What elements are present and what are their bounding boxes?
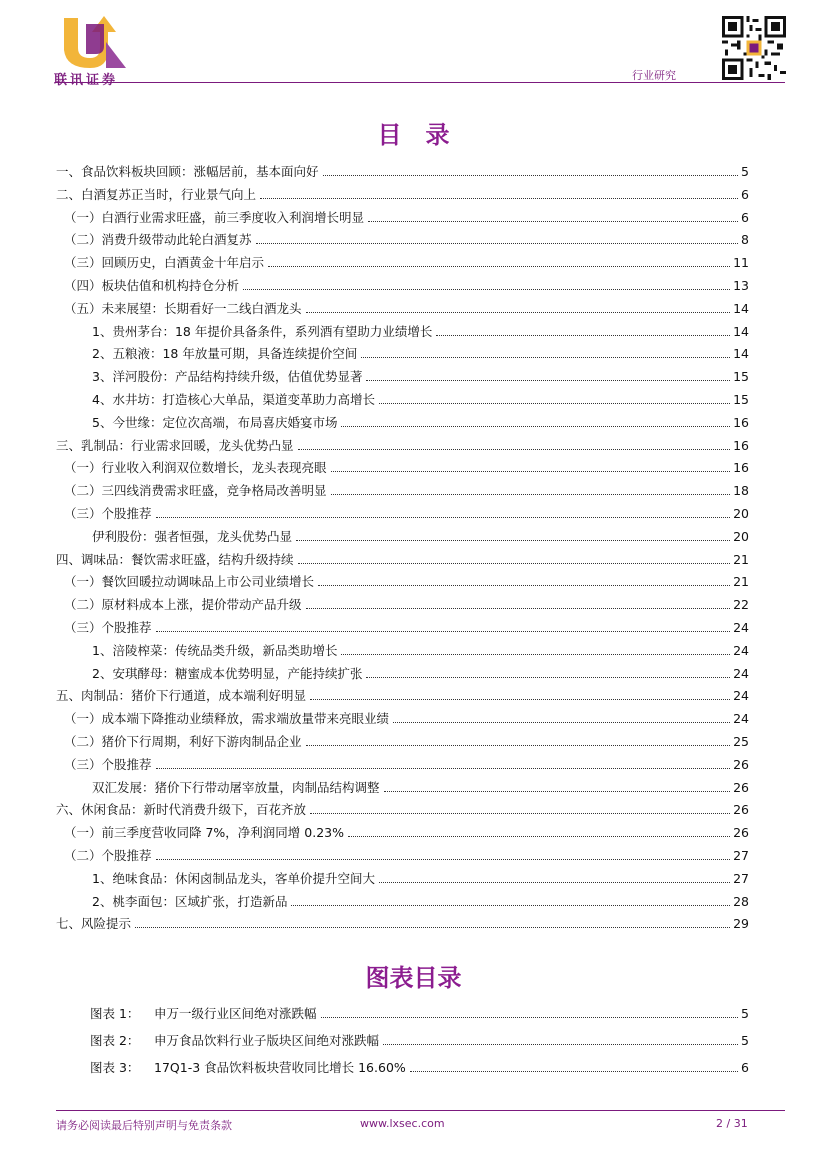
toc-entry-page: 15 <box>733 392 749 407</box>
toc-entry-title: （一）行业收入利润双位数增长，龙头表现亮眼 <box>64 460 327 476</box>
company-logo <box>56 12 132 74</box>
toc-entry[interactable] <box>92 525 749 545</box>
toc-entry-title: （五）未来展望：长期看好一二线白酒龙头 <box>64 300 302 316</box>
brand-name: 联讯证券 <box>54 73 119 88</box>
figure-entry[interactable] <box>90 1029 749 1049</box>
figure-title: 申万食品饮料行业子版块区间绝对涨跌幅 <box>154 1033 380 1048</box>
dot-leader <box>268 266 730 267</box>
toc-entry[interactable] <box>92 776 749 796</box>
toc-entry-title: 伊利股份：强者恒强，龙头优势凸显 <box>92 528 293 544</box>
toc-entry-title: 5、今世缘：定位次高端，布局喜庆婚宴市场 <box>92 414 338 430</box>
toc-entry-page: 24 <box>733 711 749 727</box>
toc-entry-page: 24 <box>733 688 749 704</box>
toc-entry-title: （四）板块估值和机构持仓分析 <box>64 278 240 293</box>
dot-leader <box>341 654 730 655</box>
header-divider <box>56 82 785 83</box>
figures-title: 图表目录 <box>365 964 462 992</box>
toc-entry[interactable] <box>64 228 749 248</box>
toc-entry[interactable] <box>92 639 749 659</box>
toc-entry[interactable] <box>92 342 749 362</box>
toc-entry-title: （三）个股推荐 <box>64 756 152 772</box>
toc-entry[interactable] <box>64 707 749 727</box>
toc-entry-page: 29 <box>733 916 749 932</box>
footer-divider <box>56 1110 785 1111</box>
toc-entry[interactable] <box>92 890 749 910</box>
toc-entry[interactable] <box>56 160 749 180</box>
toc-entry-page: 24 <box>733 642 749 658</box>
toc-entry-page: 26 <box>733 802 749 818</box>
toc-entry[interactable] <box>64 730 749 750</box>
toc-entry[interactable] <box>56 912 749 932</box>
toc-entry-title: 六、休闲食品：新时代消费升级下，百花齐放 <box>56 802 307 818</box>
toc-entry-title: 二、白酒复苏正当时，行业景气向上 <box>56 186 257 202</box>
toc-entry-page: 22 <box>733 597 749 613</box>
dot-leader <box>310 699 730 700</box>
toc-entry-page: 6 <box>741 209 749 225</box>
toc-entry-page: 11 <box>733 255 749 271</box>
qr-code <box>722 16 786 80</box>
dot-leader <box>291 905 730 906</box>
dot-leader <box>379 403 730 404</box>
dot-leader <box>156 859 731 860</box>
toc-entry-title: （二）猪价下行周期，利好下游肉制品企业 <box>64 734 302 749</box>
toc-entry[interactable] <box>92 365 749 385</box>
toc-entry[interactable] <box>64 570 749 590</box>
dot-leader <box>298 563 731 564</box>
toc-entry[interactable] <box>92 320 749 340</box>
toc-entry[interactable] <box>64 616 749 636</box>
dot-leader <box>306 608 731 609</box>
toc-entry-title: （三）回顾历史，白酒黄金十年启示 <box>64 255 265 271</box>
toc-entry-title: 一、食品饮料板块回顾：涨幅居前，基本面向好 <box>56 164 319 179</box>
toc-entry-page: 16 <box>733 437 749 453</box>
toc-entry-title: 双汇发展：猪价下行带动屠宰放量，肉制品结构调整 <box>92 779 380 795</box>
dot-leader <box>243 289 730 290</box>
dot-leader <box>368 221 738 222</box>
toc-entry-page: 26 <box>733 756 749 772</box>
figure-page: 6 <box>741 1060 749 1075</box>
toc-entry[interactable] <box>64 593 749 613</box>
toc-entry[interactable] <box>56 684 749 704</box>
dot-leader <box>306 312 731 313</box>
toc-entry-page: 16 <box>733 414 749 430</box>
figure-label: 图表 1： <box>90 1006 140 1021</box>
dot-leader <box>366 380 730 381</box>
figure-page: 5 <box>741 1033 749 1048</box>
toc-entry-title: 五、肉制品：猪价下行通道，成本端利好明显 <box>56 688 307 704</box>
toc-entry[interactable] <box>92 411 749 431</box>
toc-entry-page: 21 <box>733 574 749 590</box>
footer-disclaimer: 请务必阅读最后特别声明与免责条款 <box>56 1119 232 1132</box>
toc-entry-page: 15 <box>733 369 749 385</box>
dot-leader <box>379 882 730 883</box>
toc-entry-page: 13 <box>733 278 749 293</box>
toc-entry-title: （一）餐饮回暖拉动调味品上市公司业绩增长 <box>64 574 315 590</box>
dot-leader <box>366 677 730 678</box>
figure-entry[interactable] <box>90 1056 749 1076</box>
toc-entry-title: 4、水井坊：打造核心大单品，渠道变革助力高增长 <box>92 392 375 407</box>
toc-entry-page: 8 <box>741 232 749 248</box>
toc-entry-page: 18 <box>733 483 749 499</box>
dot-leader <box>384 791 731 792</box>
toc-entry-page: 14 <box>733 300 749 316</box>
toc-entry-title: 1、绝味食品：休闲卤制品龙头，客单价提升空间大 <box>92 870 375 886</box>
dot-leader <box>256 243 739 244</box>
toc-entry[interactable] <box>64 479 749 499</box>
toc-entry-title: 2、安琪酵母：糖蜜成本优势明显，产能持续扩张 <box>92 665 363 681</box>
dot-leader <box>436 335 730 336</box>
figure-page: 5 <box>741 1006 749 1021</box>
toc-entry[interactable] <box>56 434 749 454</box>
toc-entry-page: 27 <box>733 848 749 863</box>
dot-leader <box>341 426 730 427</box>
toc-title: 目 录 <box>377 121 450 149</box>
toc-entry-title: （二）三四线消费需求旺盛，竞争格局改善明显 <box>64 483 327 499</box>
dot-leader <box>321 1017 739 1018</box>
toc-entry[interactable] <box>64 821 749 841</box>
dot-leader <box>156 631 731 632</box>
dot-leader <box>323 175 739 176</box>
toc-entry-page: 27 <box>733 870 749 886</box>
toc-entry[interactable] <box>64 844 749 864</box>
figures-list <box>56 1002 749 1082</box>
toc-entry-page: 20 <box>733 506 749 521</box>
toc-entry[interactable] <box>56 798 749 818</box>
toc-entry-title: 1、贵州茅台：18 年提价具备条件，系列酒有望助力业绩增长 <box>92 323 433 339</box>
toc-entry-title: （三）个股推荐 <box>64 620 152 635</box>
footer-website[interactable]: www.lxsec.com <box>360 1117 445 1130</box>
toc-entry-page: 24 <box>733 620 749 635</box>
page-header <box>0 0 827 90</box>
figure-title: 申万一级行业区间绝对涨跌幅 <box>154 1006 317 1021</box>
toc-entry-page: 20 <box>733 528 749 544</box>
toc-entry[interactable] <box>92 662 749 682</box>
toc-entry-page: 14 <box>733 346 749 362</box>
toc-entry[interactable] <box>56 548 749 568</box>
toc-entry-title: 2、桃李面包：区域扩张，打造新品 <box>92 893 288 909</box>
toc-entry-page: 21 <box>733 551 749 567</box>
table-of-contents <box>56 160 749 930</box>
toc-entry[interactable] <box>64 456 749 476</box>
toc-entry-title: （二）个股推荐 <box>64 848 152 863</box>
toc-entry[interactable] <box>64 274 749 294</box>
toc-entry-title: 三、乳制品：行业需求回暖，龙头优势凸显 <box>56 437 294 453</box>
toc-entry[interactable] <box>92 388 749 408</box>
section-label: 行业研究 <box>632 69 676 82</box>
dot-leader <box>310 813 730 814</box>
toc-entry[interactable] <box>64 502 749 522</box>
dot-leader <box>298 449 731 450</box>
toc-entry-page: 28 <box>733 893 749 909</box>
dot-leader <box>410 1071 738 1072</box>
toc-entry-title: （二）原材料成本上涨，提价带动产品升级 <box>64 597 302 613</box>
dot-leader <box>348 836 730 837</box>
dot-leader <box>296 540 730 541</box>
toc-entry-title: 3、洋河股份：产品结构持续升级，估值优势显著 <box>92 369 363 385</box>
dot-leader <box>331 494 731 495</box>
dot-leader <box>361 357 730 358</box>
toc-entry-title: （一）前三季度营收同降 7%，净利润同增 0.23% <box>64 825 344 841</box>
toc-entry-title: （二）消费升级带动此轮白酒复苏 <box>64 232 252 248</box>
dot-leader <box>135 927 730 928</box>
dot-leader <box>260 198 738 199</box>
footer-page-number: 2 / 31 <box>716 1117 748 1130</box>
toc-entry-page: 5 <box>741 164 749 179</box>
toc-entry[interactable] <box>64 297 749 317</box>
toc-entry-page: 25 <box>733 734 749 749</box>
dot-leader <box>156 517 731 518</box>
toc-entry-page: 26 <box>733 825 749 841</box>
toc-entry-title: 七、风险提示 <box>56 916 132 932</box>
dot-leader <box>331 471 731 472</box>
toc-entry[interactable] <box>64 206 749 226</box>
dot-leader <box>383 1044 738 1045</box>
figure-label: 图表 2： <box>90 1033 140 1048</box>
toc-entry-page: 16 <box>733 460 749 476</box>
toc-entry-page: 26 <box>733 779 749 795</box>
toc-entry[interactable] <box>56 183 749 203</box>
figure-title: 17Q1-3 食品饮料板块营收同比增长 16.60% <box>154 1060 406 1075</box>
figure-label: 图表 3： <box>90 1060 140 1075</box>
toc-entry-title: （一）成本端下降推动业绩释放，需求端放量带来亮眼业绩 <box>64 711 390 727</box>
figure-entry[interactable] <box>90 1002 749 1022</box>
toc-entry-page: 6 <box>741 186 749 202</box>
toc-entry[interactable] <box>64 753 749 773</box>
dot-leader <box>393 722 730 723</box>
toc-entry-title: 1、涪陵榨菜：传统品类升级，新品类助增长 <box>92 642 338 658</box>
toc-entry-title: （三）个股推荐 <box>64 506 152 521</box>
toc-entry[interactable] <box>64 251 749 271</box>
toc-entry-title: 2、五粮液：18 年放量可期，具备连续提价空间 <box>92 346 358 362</box>
toc-entry-page: 14 <box>733 323 749 339</box>
dot-leader <box>318 585 730 586</box>
toc-entry[interactable] <box>92 867 749 887</box>
dot-leader <box>156 768 731 769</box>
toc-entry-title: （一）白酒行业需求旺盛，前三季度收入利润增长明显 <box>64 209 365 225</box>
dot-leader <box>306 745 731 746</box>
toc-entry-page: 24 <box>733 665 749 681</box>
toc-entry-title: 四、调味品：餐饮需求旺盛，结构升级持续 <box>56 551 294 567</box>
